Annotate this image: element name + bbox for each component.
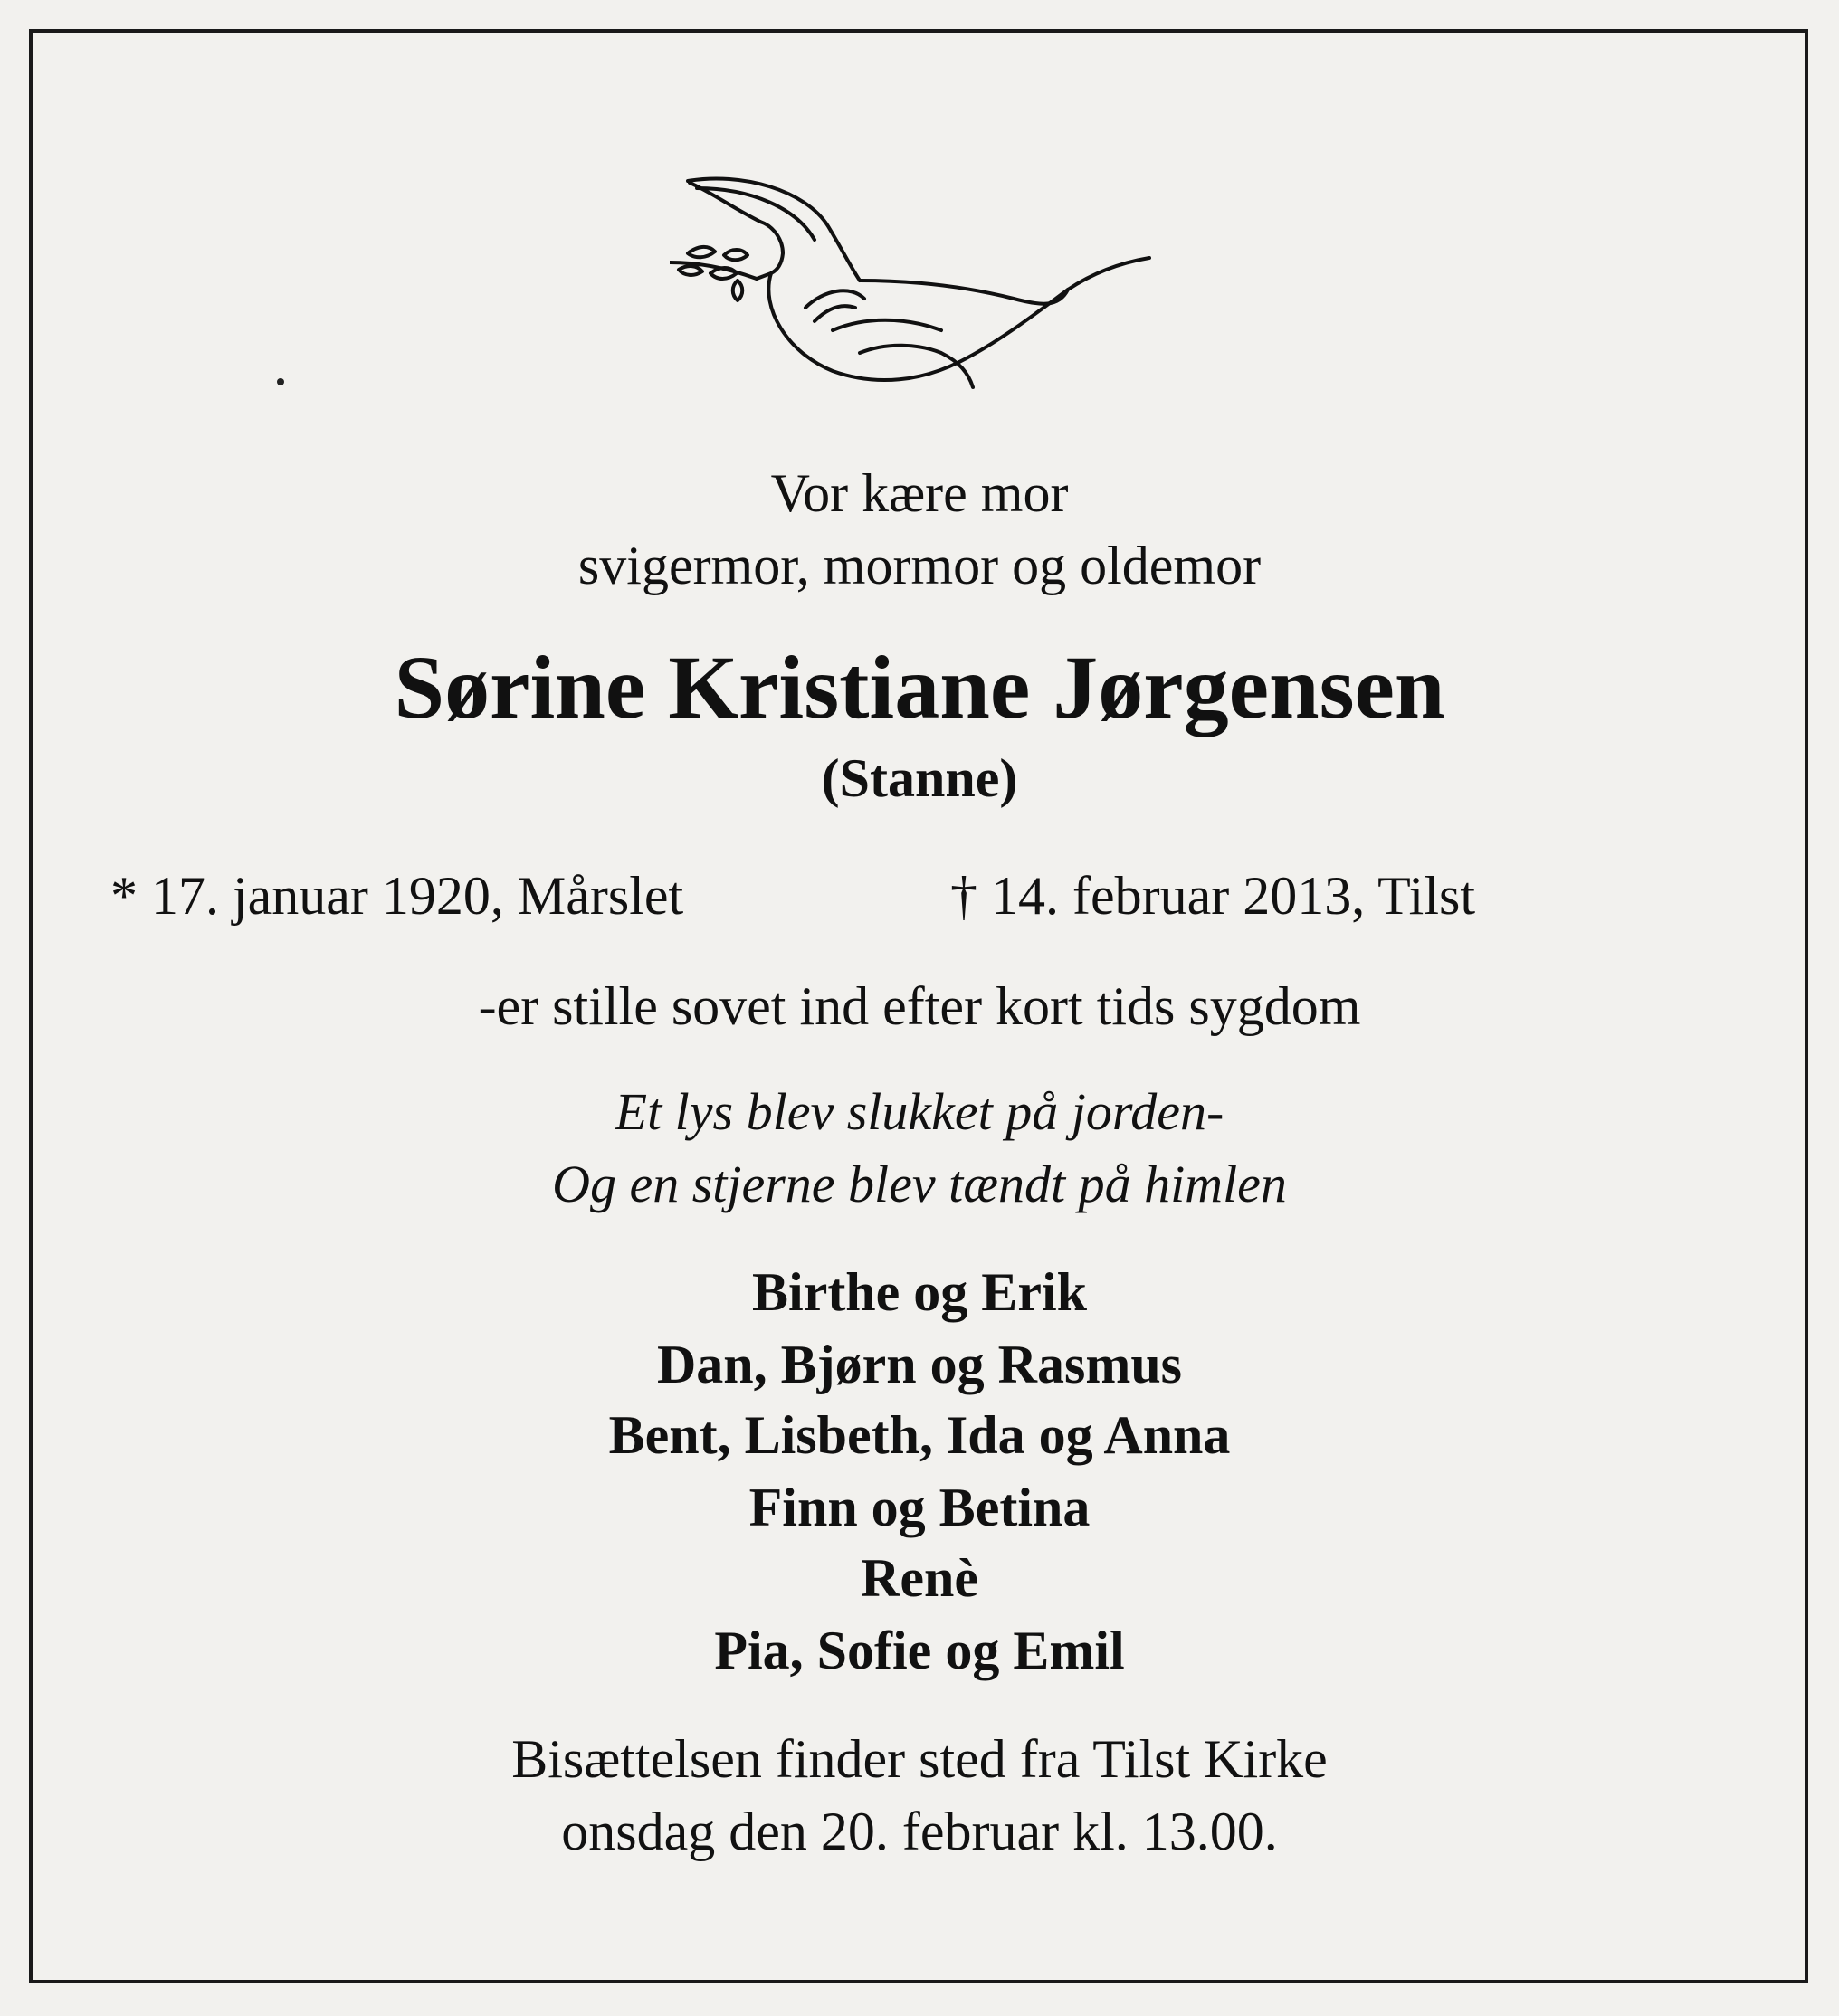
family-line: Bent, Lisbeth, Ida og Anna [608,1405,1231,1465]
deceased-name: Sørine Kristiane Jørgensen [394,637,1445,737]
service-line-2: onsdag den 20. februar kl. 13.00. [561,1802,1278,1861]
passing-statement: -er stille sovet ind efter kort tids sygdom [478,976,1361,1036]
verse-line-1: Et lys blev slukket på jorden- [615,1082,1224,1141]
family-line: Dan, Bjørn og Rasmus [656,1335,1183,1394]
family-line: Finn og Betina [748,1478,1091,1537]
intro-line-2: svigermor, mormor og oldemor [577,536,1262,595]
print-speck [277,378,284,385]
family-line: Renè [861,1548,978,1608]
verse-line-2: Og en stjerne blev tændt på himlen [552,1155,1287,1213]
death-date: † 14. februar 2013, Tilst [950,866,1476,926]
family-line: Pia, Sofie og Emil [714,1621,1125,1680]
service-line-1: Bisættelsen finder sted fra Tilst Kirke [511,1729,1328,1789]
deceased-nickname: (Stanne) [821,748,1018,808]
intro-line-1: Vor kære mor [770,463,1069,523]
birth-date: * 17. januar 1920, Mårslet [110,866,684,926]
dove-icon [670,172,1158,398]
family-line: Birthe og Erik [752,1262,1087,1322]
